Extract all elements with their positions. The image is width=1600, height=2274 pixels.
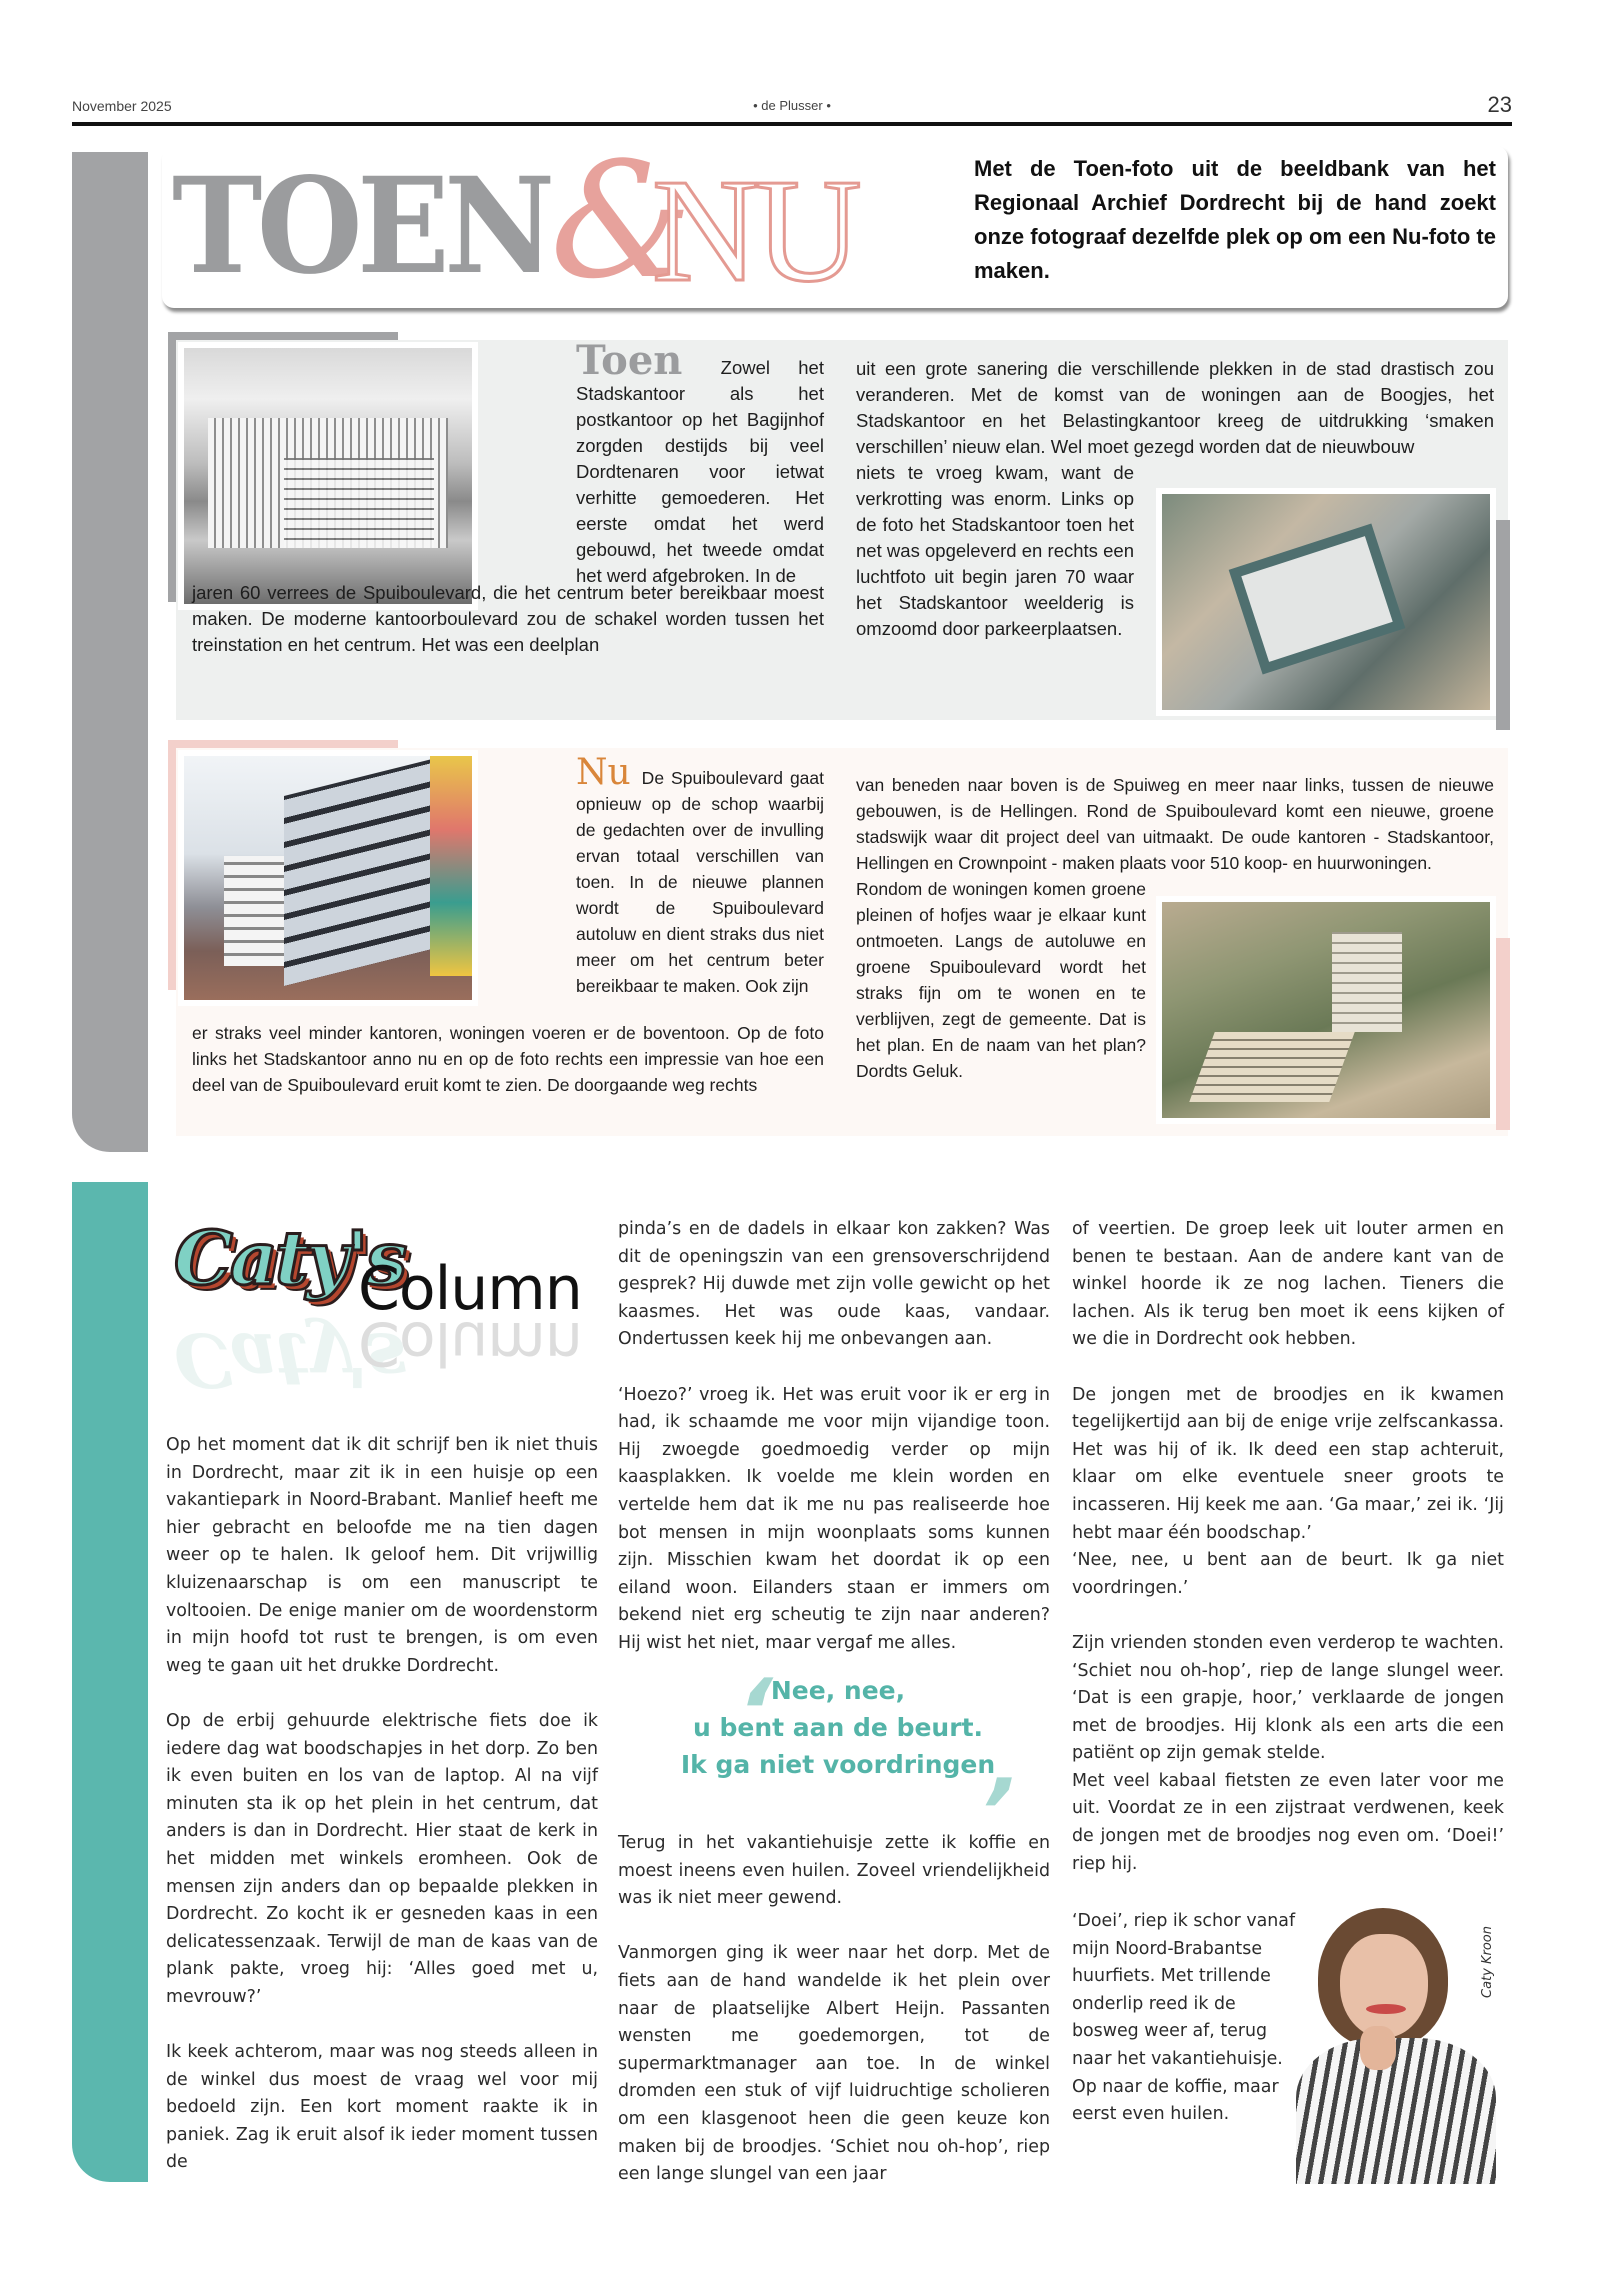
header-rule [72, 122, 1512, 126]
section-tab-spuiboulevard [22, 152, 148, 1152]
toen-label: Toen [576, 337, 683, 384]
photo-credit [1480, 1918, 1500, 1998]
nu-accent-bar [1496, 938, 1510, 1130]
toen-photo-stadskantoor [178, 342, 478, 610]
logo-column: Column [358, 1254, 582, 1324]
quote-close-mark-icon: ’ [965, 1760, 1026, 1865]
nu-text-b: van beneden naar boven is de Spuiweg en meer naar links, tussen de nieuwe gebouwen, is de Hellingen. Rond de Spuiboulevard komt een nieuwe, groene stadswijk waar dit project deel van uitmaakt. De oude kantoren - Stadskantoor, Hellingen en Crownpoint - maken plaats voor 510 koop- en huurwoningen. [856, 775, 1494, 873]
nu-text-a-continued: er straks veel minder kantoren, woningen voeren er de boventoon. Op de foto links het Stadskantoor anno nu en op de foto rechts een impressie van hoe een deel van de Spuiboulevard eruit komt te zien. De doorgaande weg rechts [192, 1023, 824, 1095]
toen-nu-title-box [162, 127, 1508, 314]
nu-text-a: De Spuiboulevard gaat opnieuw op de schop waarbij de gedachten over de invulling ervan totaal verschillen van toen. In de nieuwe plannen wordt de Spuiboulevard autoluw en dient straks dus niet meer om het centrum beter bereikbaar te maken. Ook zijn [576, 768, 824, 996]
paragraph: Zijn vrienden stonden even verderop te wachten. ‘Schiet nou oh-hop’, riep de lange slungel weer. ‘Dat is een grapje, hoor,’ verklaarde de jongen met de broodjes. Hij klonk als een arts die een patiënt op zijn gemak stelde. [1072, 1632, 1504, 1764]
page-header [72, 92, 1512, 120]
paragraph: De jongen met de broodjes en ik kwamen tegelijkertijd aan bij de enige vrije zelfscankassa. Het was hij of ik. Ik deed een stap achteruit, klaar om elke eventuele sneer groots te incasseren. Hij keek me aan. ‘Ga maar,’ zei ik. ‘Jij hebt maar één boodschap.’ [1072, 1384, 1504, 1543]
paragraph: Op de erbij gehuurde elektrische fiets doe ik iedere dag wat boodschapjes in het dorp. Zo ben ik even buiten en los van de laptop. Al na vijf minuten sta ik op het plein in het centrum, dat anders is dan in Dordrecht. Hier staat de kerk in het midden met winkels eromheen. Ook de mensen zijn anders dan op bepaalde plekken in Dordrecht. Zo kocht ik er gesneden kaas in een delicatessenzaak. Terwijl de man de kaas van de plank pakte, vroeg hij: ‘Alles goed met u, mevrouw?’ [166, 1710, 598, 2007]
paragraph: Ik keek achterom, maar was nog steeds alleen in de winkel dus moest de vraag wel voor mij bedoeld zijn. Een kort moment raakte ik in paniek. Zag ik eruit alsof ik ieder moment tussen de [166, 2042, 598, 2173]
toen-aerial-photo [1156, 488, 1496, 716]
pull-quote-line: Nee, nee, [770, 1676, 906, 1705]
paragraph: ‘Hoezo?’ vroeg ik. Het was eruit voor ik er erg in had, ik schaamde me voor mijn vijandige toon. Hij zwoegde goedmoedig verder op mijn kaasplakken. Ik voelde me klein worden en vertelde hem dat ik me nu pas realiseerde hoe bot mensen in mijn woonplaats soms kunnen zijn. Misschien kwam het doordat ik op een eiland woon. Eilanders staan er immers om bekend niet erg scheutig te zijn naar anderen? Hij wist het niet, maar vergaf me alles. [618, 1384, 1050, 1653]
nu-label: Nu [576, 752, 631, 793]
paragraph: Met veel kabaal fietsten ze even later voor me uit. Voordat ze in een zijstraat verdwenen, keek de jongen met de broodjes nog even om. ‘Doei!’ riep hij. [1072, 1770, 1504, 1874]
toen-text-b: uit een grote sanering die verschillende plekken in de stad drastisch zou veranderen. Met de komst van de woningen aan de Boogjes, het Stadskantoor en het Belastingkantoor kreeg de uitdrukking ‘smaken verschillen’ nieuw elan. Wel moet gezegd worden dat de nieuwbouw [856, 358, 1494, 457]
toen-text-intro [576, 337, 824, 589]
author-portrait [1296, 1908, 1496, 2184]
photo-credit-text: Caty Kroon [1480, 1926, 1495, 1998]
paragraph: Op het moment dat ik dit schrijf ben ik niet thuis in Dordrecht, maar zit ik in een huisje op een vakantiepark in Noord-Brabant. Manlief heeft me hier gebracht en beloofde me na tien dagen weer op te halen. Ik geloof hem. Dit vrijwillig kluizenaarschap is om een manuscript te voltooien. De enige manier om de woordenstorm in mijn hoofd tot rust te brengen, is om even weg te gaan uit het drukke Dordrecht. [166, 1435, 598, 1676]
logo-reflection: Caty's [174, 1316, 405, 1402]
toen-text-c: niets te vroeg kwam, want de verkrotting was enorm. Links op de foto het Stadskantoor toen het net was opgeleverd en rechts een luchtfoto uit begin jaren 70 waar het Stadskantoor weelderig is omzoomd door parkeerplaatsen. [856, 462, 1134, 639]
nu-text-intro [576, 752, 824, 999]
title-ampersand: & [550, 127, 693, 314]
pull-quote-line: u bent aan de beurt. [692, 1713, 984, 1742]
pull-quote-line: Ik ga niet voordringen [680, 1750, 996, 1779]
nu-photo-stadskantoor [178, 750, 478, 1006]
column-col3-end: ‘Doei’, riep ik schor vanaf mijn Noord-Brabantse huurfiets. Met trillende onderlip reed ik de bosweg weer af, terug naar het vakantiehuisje. Op naar de koffie, maar eerst even huilen. [1072, 1911, 1296, 2125]
section-tab-vriendelijkheid [22, 1182, 148, 2182]
nu-text-c: Rondom de woningen komen groene pleinen of hofjes waar je elkaar kunt ontmoeten. Langs de autoluwe en groene Spuiboulevard wordt het straks fijn om te wonen en te verblijven, zegt de gemeente. Dat is het plan. En de naam van het plan? Dordts Geluk. [856, 879, 1146, 1081]
paragraph: ‘Nee, nee, u bent aan de beurt. Ik ga niet voordringen.’ [1072, 1550, 1504, 1598]
title-nu: NU [652, 149, 858, 313]
nu-impression-photo [1156, 896, 1496, 1124]
publication-name: • de Plusser • [753, 98, 831, 113]
column-col2 [618, 1216, 1050, 1658]
logo-caty: Caty's [174, 1216, 405, 1302]
paragraph: Vanmorgen ging ik weer naar het dorp. Met de fiets aan de hand wandelde ik het plein over naar de plaatselijke Albert Heijn. Passanten wensten me goedemorgen, tot de supermarktmanager aan toe. In de winkel dromden een stuk of vijf luidruchtige scholieren om een klasgenoot heen die geen keuze kon maken bij de broodjes. ‘Schiet nou oh-hop’, riep een lange slungel van een jaar [618, 1943, 1050, 2185]
section-label: VRIENDELIJKHEID [22, 1675, 78, 2132]
toen-text-a-continued: jaren 60 verrees de Spuiboulevard, die het centrum beter bereikbaar moest maken. De moderne kantoorboulevard zou de schakel worden tussen het treinstation en het centrum. Het was een deelplan [192, 582, 824, 655]
toen-text-a: Zowel het Stadskantoor als het postkantoor op het Bagijnhof zorgden destijds bij veel Dordtenaren voor ietwat verhitte gemoederen. Het eerste omdat het werd gebouwd, het tweede omdat het werd afgebroken. In de [576, 357, 824, 586]
catys-column-logo [168, 1216, 598, 1416]
page-number: 23 [1487, 92, 1512, 117]
column-col1 [166, 1432, 598, 2177]
quote-open-mark-icon: ‘ [723, 1660, 784, 1765]
title-toen: TOEN [172, 149, 550, 304]
paragraph: pinda’s en de dadels in elkaar kon zakken? Was dit de openingszin van een grensoverschrijdend gesprek? Hij duwde met zijn volle gewicht op het kaasmes. Het was oude kaas, vandaar. Ondertussen keek hij me onbevangen aan. [618, 1219, 1050, 1350]
column-col3 [1072, 1216, 1504, 1878]
nu-text-wide [192, 1020, 824, 1098]
toen-accent-bar [1496, 520, 1510, 730]
paragraph: of veertien. De groep leek uit louter armen en benen te bestaan. Aan de andere kant van de winkel hoorde ik ze nog lachen. Tieners die lachen. Als ik terug ben moet ik eens kijken of we die in Dordrecht ook hebben. [1072, 1219, 1504, 1350]
paragraph: Terug in het vakantiehuisje zette ik koffie en moest ineens even huilen. Zoveel vriendelijkheid was ik niet meer gewend. [618, 1833, 1050, 1909]
issue-date: November 2025 [72, 98, 172, 114]
toen-text-wide [192, 580, 824, 658]
logo-reflection: Column [358, 1308, 582, 1378]
intro-text: Met de Toen-foto uit de beeldbank van het Regionaal Archief Dordrecht bij de hand zoekt onze fotograaf dezelfde plek op om een Nu-foto te maken. [974, 156, 1496, 283]
section-label: SPUIBOULEVARD [22, 667, 78, 1102]
column-col2b [618, 1830, 1050, 2189]
